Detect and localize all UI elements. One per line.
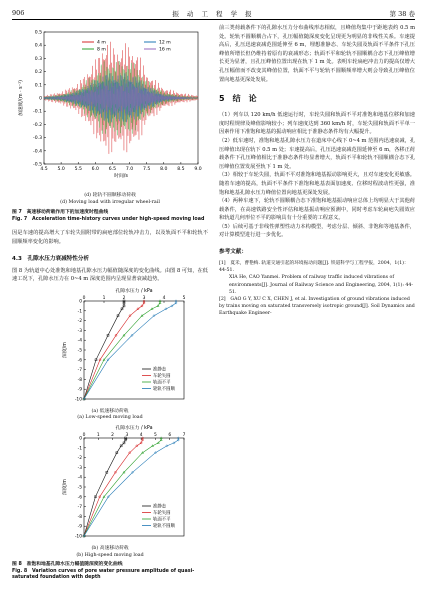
fig8-caption-en: Fig. 8 Variation curves of pore water pressure amplitude of quasi-saturated foundation with depth [12, 568, 195, 581]
y-tick-label: -0.2 [33, 122, 42, 128]
y-tick-label: 0.2 [34, 70, 42, 76]
fig8a-sub-caption-en: (a) Low-speed moving load [77, 415, 143, 421]
x-axis-label: 时间/s [114, 174, 128, 179]
y-tick-label: -7 [77, 367, 82, 373]
legend-label: 轨面不平 [153, 517, 171, 523]
x-tick-label: 2 [122, 295, 126, 301]
x-tick-label: 8.5 [177, 167, 185, 172]
y-tick-label: -2 [77, 456, 82, 462]
y-tick-label: -5 [77, 348, 82, 354]
x-tick-label: 7.0 [125, 167, 134, 172]
y-axis-label: 深度/m [63, 341, 68, 358]
x-tick-label: 1 [96, 432, 100, 438]
fig7-acceleration-chart [12, 24, 208, 189]
y-tick-label: -0.3 [33, 136, 42, 142]
y-tick-label: -9 [77, 524, 82, 530]
conclusion-5: （5）后续可基于非线性弹塑性动力本构模型，考虑分层、倾斜、非饱和等地基条件，对计算模型进行进一步优化。 [219, 223, 415, 239]
y-tick-label: -9 [77, 387, 82, 393]
legend-label: 准静态 [153, 367, 167, 373]
x-tick-label: 6 [168, 432, 172, 438]
y-axis-label: 深度/m [63, 478, 68, 495]
x-tick-label: 0 [82, 295, 86, 301]
journal-title: 振 动 工 程 学 报 [172, 10, 255, 18]
y-tick-label: -6 [77, 495, 82, 501]
running-header [12, 8, 415, 20]
x-tick-label: 6.0 [91, 167, 99, 172]
y-tick-label: 0 [39, 96, 42, 102]
y-tick-label: -5 [77, 485, 82, 491]
legend-label: 16 m [159, 47, 171, 53]
y-tick-label: -2 [77, 318, 82, 324]
x-tick-label: 9.0 [194, 167, 202, 172]
conclusion-1: （1）列车以 120 km/h 低速运行时，车轮失圆和轨面不平对准饱和地基位移和加速度时程规律及峰值影响较小；列车速度达到 360 km/h 时，车轮失圆和轨面不平单一因素作用下准饱和地基的振动响应相比于准静态条件均有大幅提升。 [219, 112, 415, 136]
y-tick-label: 0.1 [34, 83, 42, 89]
legend-label: 轨面不平 [153, 380, 171, 386]
left-paragraph-1: 因是车速的提高增大了车轮失圆附带的扁疤部位轮轨冲击力，以及轨面不平和轮轨不圆顺频率变化的影响。 [12, 230, 208, 245]
reference-1-cn: [1] 夏禾，曹艳梅. 轨道交通引起的环境振动问题[J]. 铁道科学与工程学报，2004，1(1)：44-51. [219, 261, 409, 274]
x-tick-label: 7.5 [143, 167, 151, 172]
legend-label: 12 m [159, 40, 171, 46]
chart-title: 孔隙水压力 / kPa [115, 288, 153, 294]
reference-1-en: XIA He, CAO Yanmei. Problem of railway traffic induced vibrations of environments[J]. Journal of Railway Science and Engineering, 2004, 1(1): 44-51. [229, 275, 413, 295]
y-tick-label: -1 [77, 309, 82, 315]
y-tick-label: 0 [79, 299, 82, 305]
references-heading: 参考文献： [219, 249, 247, 256]
y-tick-label: -6 [77, 358, 82, 364]
fig7-caption-en: Fig. 7 Acceleration time-history curves under high-speed moving load [12, 216, 205, 222]
fig8-caption-cn: 图 8 准饱和地基孔隙水压力幅值随深度的变化曲线 [12, 562, 123, 568]
series-line [84, 438, 125, 536]
section-4-3-heading: 4.3 孔隙水压力衰减特性分析 [12, 255, 90, 262]
x-tick-label: 0 [82, 432, 86, 438]
y-tick-label: -4 [77, 338, 82, 344]
volume-label: 第 38 卷 [389, 10, 415, 18]
conclusion-2: （2）低车速时，准饱和地基孔隙水压力在道床中心线下 0~4 m 范围内迅速衰减，孔压峰值出现在轨下 0.5 m 处；车速提高后，孔压迅速衰减范围延伸至 6 m，各移正荷载条件下孔压峰值相比于准静态条件均显著增大，轨面不平和轮轨不圆顺耦合态下孔压峰值位置发展至轨下 1 m 处。 [219, 137, 415, 170]
page-number: 906 [12, 9, 25, 17]
y-tick-label: -10 [74, 397, 82, 403]
legend-label: 4 m [97, 40, 106, 46]
x-tick-label: 3 [142, 295, 146, 301]
fig7-sub-caption-en: (d) Moving load with irregular wheel-rail [60, 199, 160, 205]
fig8b-pore-pressure-chart [12, 424, 208, 542]
x-tick-label: 4 [139, 432, 143, 438]
fig8a-sub-caption-cn: (a) 低速移动荷载 [91, 408, 129, 414]
x-tick-label: 4 [162, 295, 166, 301]
chart-title: 孔隙水压力 / kPa [115, 425, 153, 431]
fig7-sub-caption-cn: (d) 轮轨不圆顺移动荷载 [84, 193, 136, 198]
conclusion-3: （3）相较于车轮失圆，轨面不平对准饱和地基振动影响更大，且对车速变化更敏感。随着车速的提高，轨面不平条件下准饱和地基表面加速度、位移时程波动性更强，准饱和地基孔隙水压力峰值位置向地基更深处发展。 [219, 172, 415, 196]
conclusion-4: （4）两种车速下，轮轨不圆顺耦合态下准饱和地基振动响应总体上均明显大于其他荷载条件，在高速铁路安全性评估和地基振动响应预测中，同时考虑车轮扁疤失圆效应和轨道几何形位不平的影响具有十分重要的工程意义。 [219, 198, 415, 222]
fig8b-sub-caption-cn: (b) 高速移动荷载 [91, 545, 129, 551]
x-tick-label: 6.5 [108, 167, 117, 172]
y-tick-label: -7 [77, 505, 82, 511]
reference-2: [2] GAO G Y, XU C X, CHEN J, et al. Investigation of ground vibrations induced by trains moving on saturated transversely isotropic ground[J]. Soil Dynamics and Earthquake Engineer- [219, 297, 415, 317]
x-tick-label: 1 [102, 295, 106, 301]
series-line [84, 438, 161, 536]
right-column [219, 24, 415, 318]
y-tick-label: 0.5 [34, 30, 42, 36]
legend-label: 准静态 [153, 504, 167, 510]
legend-label: 轮轨不圆顺 [153, 524, 175, 530]
section-5-heading: 5 结 论 [219, 94, 257, 104]
y-tick-label: -4 [77, 475, 82, 481]
legend-label: 车轮失圆 [153, 511, 171, 517]
y-tick-label: 0.3 [34, 56, 42, 62]
y-axis-label: 加速度/(m · s⁻²) [19, 80, 24, 116]
fig8b-sub-caption-en: (b) High-speed moving load [76, 552, 144, 558]
fig7-caption-cn: 图 7 高速移动荷载作用下的加速度时程曲线 [12, 210, 109, 216]
x-tick-label: 4.5 [40, 167, 48, 172]
right-paragraph-1: 前三类荷载条件下的孔隙水压力分布曲线形态相似，且峰值均集中于距地表约 0.5 m 处。轮轨不圆顺耦合占下，孔压幅值随深度变化呈现更为明显的非线性关系。车速提高后，孔压迅速衰减范围延伸至 6 m，埋想准静态、车轮失圆及轨面不平条件下孔压峰值所增长但仍维持着原有的衰减形态；轨面不平和轮轨不圆顺耦合态下孔压峰值增长更为显著，且孔压峰值位置出现在轨下 1 m 处。表明车轮扁疤冲击力的提高仅增大孔压幅值而不改变其峰值位置，轨面不平与轮轨不圆顺频率增大则会导致孔压峰值位置向地基更深处发展。 [219, 25, 415, 83]
series-line [84, 301, 160, 399]
y-tick-label: -8 [77, 514, 82, 520]
x-tick-label: 2 [111, 432, 114, 438]
y-tick-label: 0 [79, 436, 82, 442]
y-tick-label: -0.4 [33, 149, 42, 155]
x-tick-label: 5.5 [74, 167, 82, 172]
x-tick-label: 3 [125, 432, 129, 438]
y-tick-label: -3 [77, 328, 82, 334]
y-tick-label: -0.5 [33, 162, 42, 168]
legend-label: 8 m [97, 47, 106, 53]
y-tick-label: -0.1 [33, 109, 42, 115]
fig8a-pore-pressure-chart [12, 287, 208, 405]
y-tick-label: -3 [77, 465, 82, 471]
y-tick-label: -10 [74, 534, 82, 540]
left-column [12, 24, 208, 582]
y-tick-label: -1 [77, 446, 82, 452]
x-tick-label: 8.0 [160, 167, 168, 172]
legend-label: 车轮失圆 [153, 373, 171, 379]
legend-label: 轮轨不圆顺 [153, 386, 175, 392]
y-tick-label: -8 [77, 377, 82, 383]
left-paragraph-2: 图 8 为轨道中心处准饱和地基孔隙水压力幅值随深度的变化曲线。由图 8 可知，在低速工况下，孔隙水压力在 0~4 m 深度范围内呈现显著衰减趋势。 [12, 267, 208, 283]
x-tick-label: 5 [182, 295, 186, 301]
x-tick-label: 5.0 [57, 167, 65, 172]
x-tick-label: 5 [154, 432, 157, 438]
y-tick-label: 0.4 [34, 43, 42, 49]
x-tick-label: 7 [182, 432, 186, 438]
